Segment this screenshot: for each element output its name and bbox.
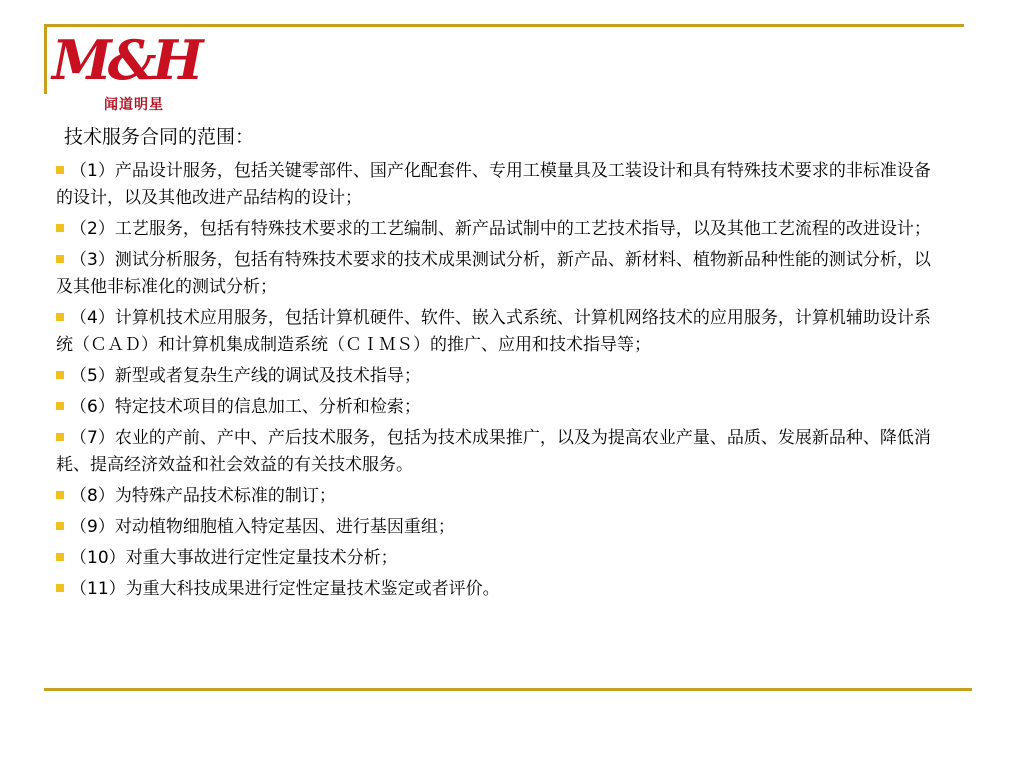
list-item — [56, 425, 946, 479]
square-bullet-icon — [56, 313, 64, 321]
list-item-text: （4）计算机技术应用服务，包括计算机硬件、软件、嵌入式系统、计算机网络技术的应用服务，计算机辅助设计系统（ＣＡＤ）和计算机集成制造系统（ＣＩＭＳ）的推广、应用和技术指导等； — [56, 308, 931, 355]
bottom-border-line — [44, 688, 972, 691]
scope-list — [56, 158, 946, 607]
list-item — [56, 483, 946, 510]
list-item — [56, 545, 946, 572]
list-item-text: （9）对动植物细胞植入特定基因、进行基因重组； — [70, 517, 455, 537]
square-bullet-icon — [56, 224, 64, 232]
list-item-text: （1）产品设计服务，包括关键零部件、国产化配套件、专用工模量具及工装设计和具有特殊技术要求的非标准设备的设计，以及其他改进产品结构的设计； — [56, 161, 931, 208]
list-item-text: （8）为特殊产品技术标准的制订； — [70, 486, 336, 506]
square-bullet-icon — [56, 166, 64, 174]
list-item-text: （10）对重大事故进行定性定量技术分析； — [70, 548, 398, 568]
list-item — [56, 576, 946, 603]
top-border-line — [44, 24, 964, 27]
list-item — [56, 394, 946, 421]
square-bullet-icon — [56, 371, 64, 379]
square-bullet-icon — [56, 491, 64, 499]
left-border-line — [44, 24, 47, 94]
list-item — [56, 216, 946, 243]
square-bullet-icon — [56, 402, 64, 410]
slide-title: 技术服务合同的范围： — [64, 126, 255, 148]
logo-mark: M&H — [52, 28, 200, 92]
square-bullet-icon — [56, 433, 64, 441]
square-bullet-icon — [56, 584, 64, 592]
list-item-text: （3）测试分析服务，包括有特殊技术要求的技术成果测试分析，新产品、新材料、植物新品种性能的测试分析，以及其他非标准化的测试分析； — [56, 250, 931, 297]
list-item-text: （11）为重大科技成果进行定性定量技术鉴定或者评价。 — [70, 579, 500, 599]
list-item — [56, 514, 946, 541]
brand-logo — [52, 28, 200, 120]
list-item — [56, 305, 946, 359]
square-bullet-icon — [56, 553, 64, 561]
list-item-text: （6）特定技术项目的信息加工、分析和检索； — [70, 397, 421, 417]
list-item — [56, 363, 946, 390]
logo-subtitle: 闻道明星 — [104, 97, 164, 113]
square-bullet-icon — [56, 255, 64, 263]
square-bullet-icon — [56, 522, 64, 530]
list-item — [56, 247, 946, 301]
list-item-text: （7）农业的产前、产中、产后技术服务，包括为技术成果推广，以及为提高农业产量、品质、发展新品种、降低消耗、提高经济效益和社会效益的有关技术服务。 — [56, 428, 931, 475]
list-item — [56, 158, 946, 212]
list-item-text: （5）新型或者复杂生产线的调试及技术指导； — [70, 366, 421, 386]
list-item-text: （2）工艺服务，包括有特殊技术要求的工艺编制、新产品试制中的工艺技术指导，以及其他工艺流程的改进设计； — [70, 219, 931, 239]
